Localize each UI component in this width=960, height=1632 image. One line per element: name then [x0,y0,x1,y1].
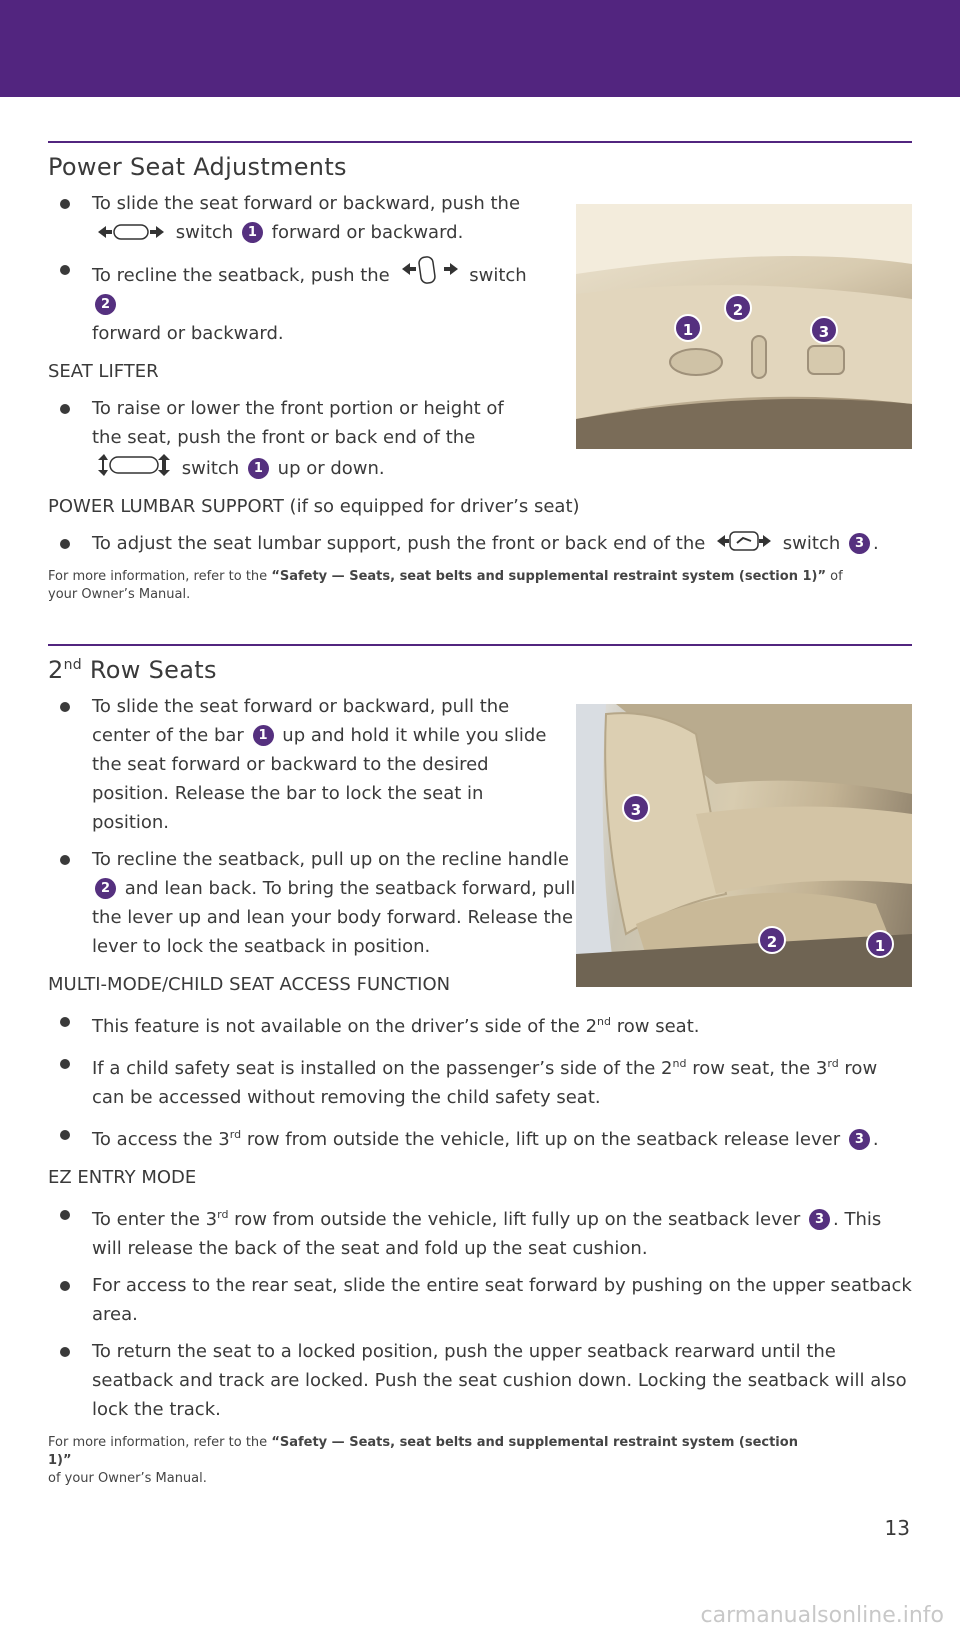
front-seat-switch-photo [576,204,912,449]
header-band [0,0,960,97]
reference-note: For more information, refer to the “Safety — Seats, seat belts and supplemental restraint system (section 1)” of your Owner’s Manual. [48,569,843,602]
callout-3-badge: 3 [849,533,870,554]
watermark-text: carmanualsonline.info [700,1603,944,1628]
photo2-callout-2: 2 [758,926,786,954]
bullet-child-seat: If a child safety seat is installed on the passenger’s side of the 2nd row seat, the 3rd row can be accessed without removing the child safety seat. [48,1049,912,1112]
callout-3-badge: 3 [809,1209,830,1230]
callout-2-badge: 2 [95,878,116,899]
bullet-rear-access: For access to the rear seat, slide the entire seat forward by pushing on the upper seatback area. [48,1271,912,1329]
reference-note: For more information, refer to the “Safety — Seats, seat belts and supplemental restraint system (section 1)” of your Owner’s Manual. [48,1435,798,1486]
callout-3-badge: 3 [849,1129,870,1150]
bullet-lumbar: To adjust the seat lumbar support, push the front or back end of the switch 3 . [48,529,912,558]
ez-entry-heading: EZ ENTRY MODE [48,1167,197,1188]
section-rule [48,141,912,143]
second-row-seat-photo [576,704,912,987]
section-title: 2nd Row Seats [48,656,217,684]
bullet-ez-entry: To enter the 3rd row from outside the vehicle, lift fully up on the seatback lever 3 . This will release the back of the seat and fold up the seat cushion. [48,1200,912,1263]
seat-lifter-heading: SEAT LIFTER [48,361,159,382]
section-rule [48,644,912,646]
callout-1-badge: 1 [248,458,269,479]
callout-2-badge: 2 [95,294,116,315]
section-title: Power Seat Adjustments [48,153,347,181]
photo1-callout-1: 1 [674,314,702,342]
lumbar-switch-icon [715,529,773,553]
bullet-recline-2nd: To recline the seatback, pull up on the recline handle 2 and lean back. To bring the seatback forward, pull the lever up and lean your body forward. Release the lever to lock the seatback in position. [48,845,578,961]
page-number: 13 [884,1516,910,1540]
callout-1-badge: 1 [253,725,274,746]
photo2-callout-3: 3 [622,794,650,822]
bullet-lifter: To raise or lower the front portion or height of the seat, push the front or back end of the switch 1 up or down. [48,394,538,483]
bullet-return-lock: To return the seat to a locked position, push the upper seatback rearward until the seatback and track are locked. Push the seat cushion down. Locking the seatback will also lock the track. [48,1337,912,1424]
lifter-switch-icon [96,452,172,478]
bullet-slide-2nd: To slide the seat forward or backward, pull the center of the bar 1 up and hold it while you slide the seat forward or backward to the desired position. Release the bar to lock the seat in position. [48,692,558,837]
photo2-callout-1: 1 [866,930,894,958]
bullet-not-available: This feature is not available on the driver’s side of the 2nd row seat. [48,1007,912,1041]
slide-switch-icon [96,222,166,242]
second-row-seat-illustration [576,704,912,987]
callout-1-badge: 1 [242,222,263,243]
bullet-access-3rd: To access the 3rd row from outside the vehicle, lift up on the seatback release lever 3 . [48,1120,912,1154]
bullet-slide: To slide the seat forward or backward, push the switch 1 forward or backward. [48,189,538,247]
bullet-recline: To recline the seatback, push the switch 2 forward or backward. [48,255,548,348]
lumbar-heading: POWER LUMBAR SUPPORT (if so equipped for driver’s seat) [48,496,580,517]
photo1-callout-2: 2 [724,294,752,322]
photo1-callout-3: 3 [810,316,838,344]
seat-switch-illustration [576,204,912,449]
recline-switch-icon [400,255,460,285]
child-seat-access-heading: MULTI-MODE/CHILD SEAT ACCESS FUNCTION [48,974,451,995]
